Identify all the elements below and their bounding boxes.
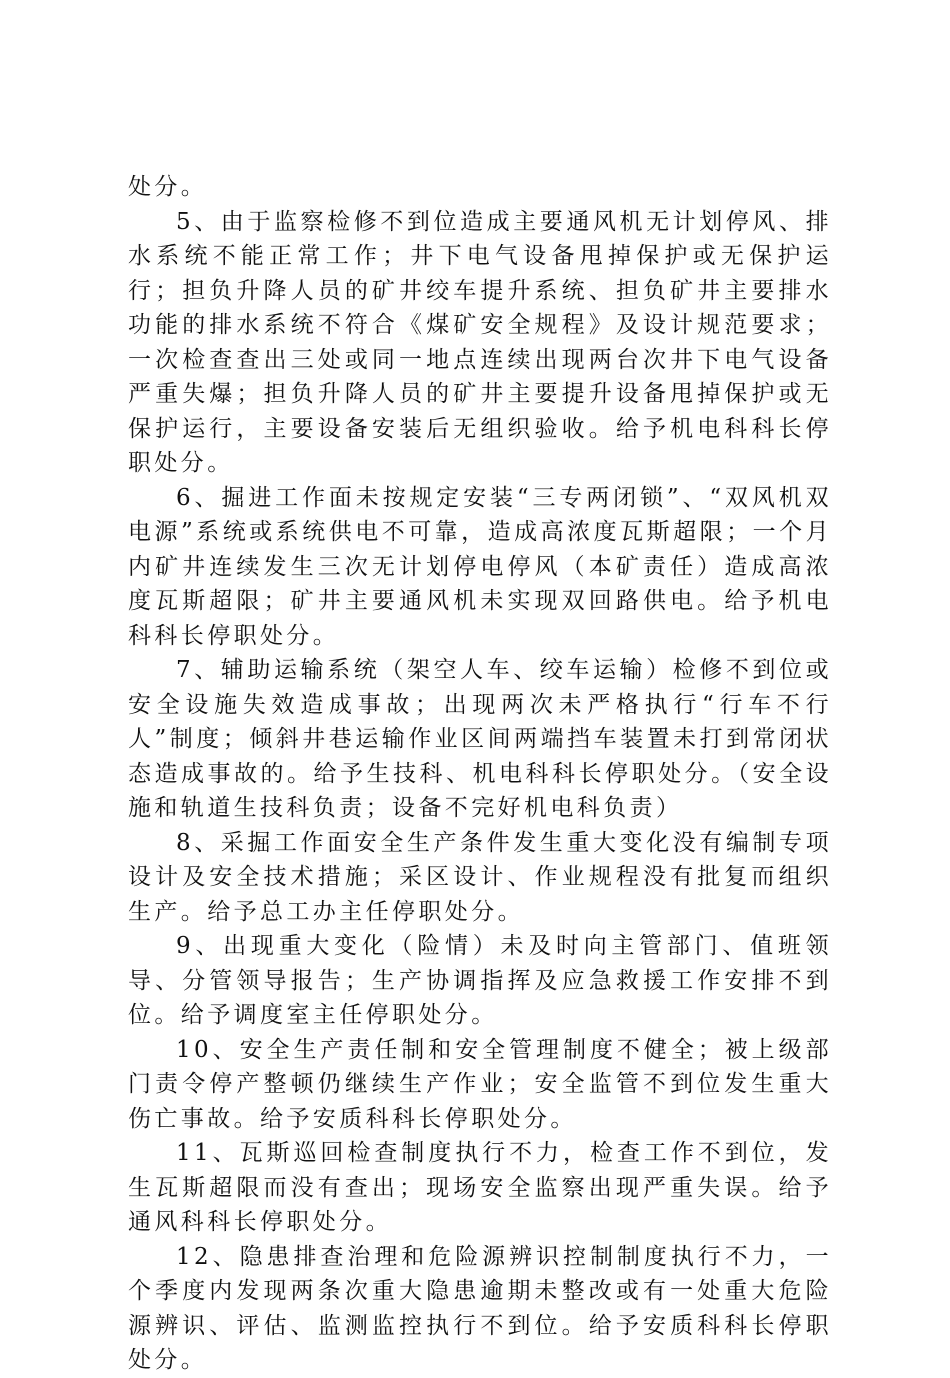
- paragraph-item-8: 8、采掘工作面安全生产条件发生重大变化没有编制专项设计及安全技术措施；采区设计、作业规程没有批复而组织生产。给予总工办主任停职处分。: [128, 829, 832, 925]
- paragraph-continuation: 处分。: [128, 174, 208, 200]
- paragraph-item-9: 9、出现重大变化（险情）未及时向主管部门、值班领导、分管领导报告；生产协调指挥及应急救援工作安排不到位。给予调度室主任停职处分。: [128, 933, 832, 1028]
- paragraph-item-7: 7、辅助运输系统（架空人车、绞车运输）检修不到位或安全设施失效造成事故；出现两次未严格执行“行车不行人”制度；倾斜井巷运输作业区间两端挡车装置未打到常闭状态造成事故的。给予生技科、机电科科长停职处分。（安全设施和轨道生技科负责；设备不完好机电科负责）: [128, 657, 832, 821]
- paragraph-item-12: 12、隐患排查治理和危险源辨识控制制度执行不力，一个季度内发现两条次重大隐患逾期未整改或有一处重大危险源辨识、评估、监测监控执行不到位。给予安质科科长停职处分。: [128, 1243, 832, 1373]
- document-body: [128, 170, 832, 1378]
- paragraph-item-6: 6、掘进工作面未按规定安装“三专两闭锁”、“双风机双电源”系统或系统供电不可靠，造成高浓度瓦斯超限；一个月内矿井连续发生三次无计划停电停风（本矿责任）造成高浓度瓦斯超限；矿井主要通风机未实现双回路供电。给予机电科科长停职处分。: [128, 484, 832, 649]
- paragraph-item-10: 10、安全生产责任制和安全管理制度不健全；被上级部门责令停产整顿仍继续生产作业；安全监管不到位发生重大伤亡事故。给予安质科科长停职处分。: [128, 1036, 832, 1132]
- paragraph-item-11: 11、瓦斯巡回检查制度执行不力，检查工作不到位，发生瓦斯超限而没有查出；现场安全监察出现严重失误。给予通风科科长停职处分。: [128, 1140, 832, 1235]
- paragraph-item-5: 5、由于监察检修不到位造成主要通风机无计划停风、排水系统不能正常工作；井下电气设备甩掉保护或无保护运行；担负升降人员的矿井绞车提升系统、担负矿井主要排水功能的排水系统不符合《煤矿安全规程》及设计规范要求；一次检查查出三处或同一地点连续出现两台次井下电气设备严重失爆；担负升降人员的矿井主要提升设备甩掉保护或无保护运行，主要设备安装后无组织验收。给予机电科科长停职处分。: [128, 208, 832, 476]
